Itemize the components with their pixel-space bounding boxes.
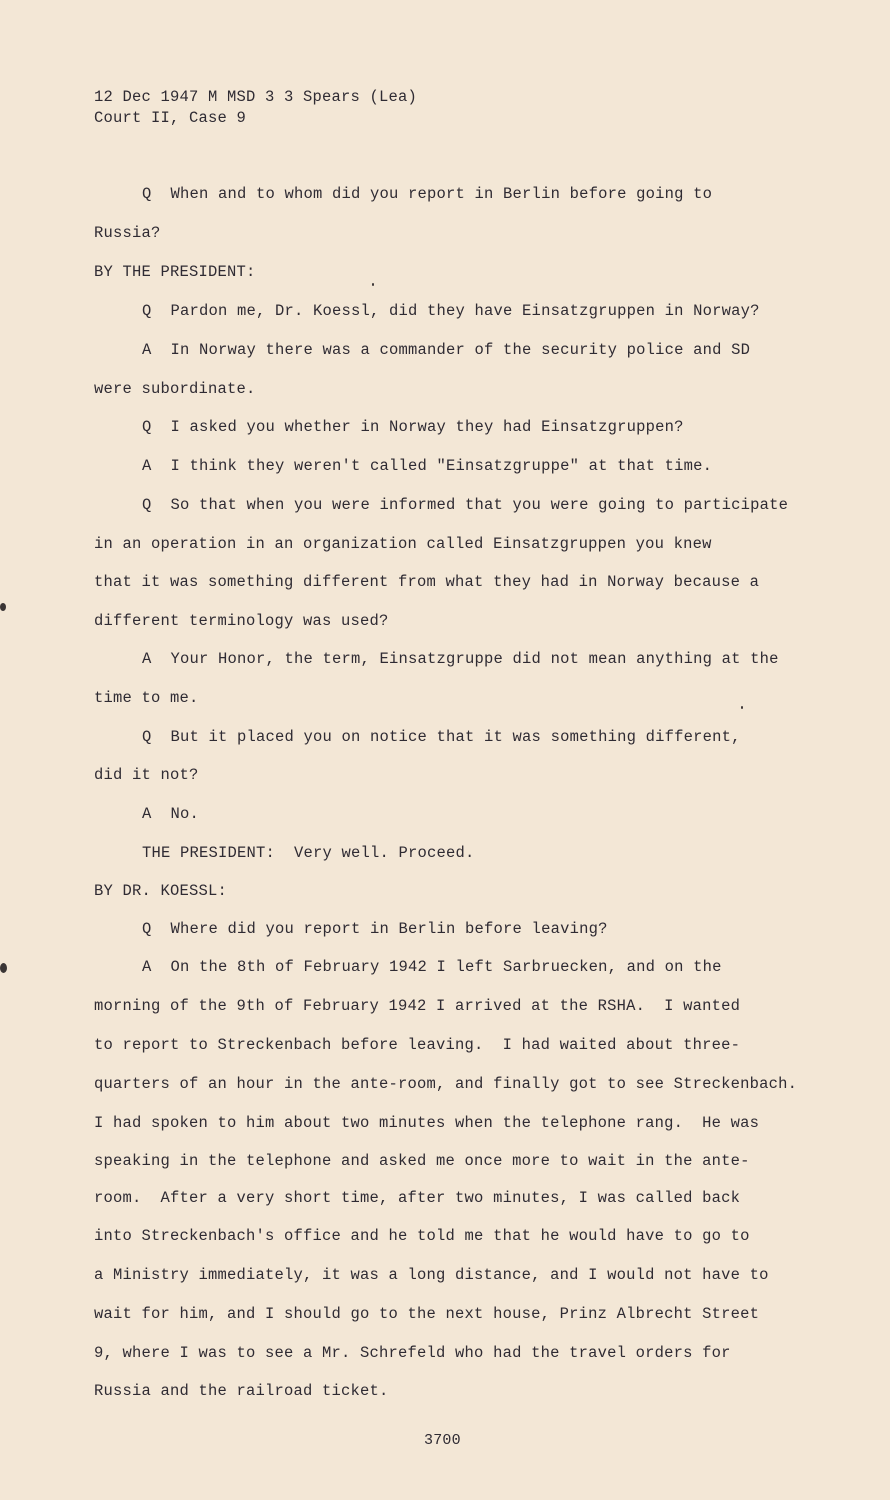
transcript-line: time to me. [94,689,199,707]
speaker-heading: BY DR. KOESSL: [94,882,228,900]
transcript-line: Q So that when you were informed that you were going to participate [142,496,789,514]
transcript-line: into Streckenbach's office and he told me that he would have to go to [94,1227,750,1245]
scan-mark [0,603,6,611]
transcript-line: Q I asked you whether in Norway they had Einsatzgruppen? [142,418,684,436]
transcript-line: Q But it placed you on notice that it was something different, [142,728,741,746]
transcript-line: that it was something different from what they had in Norway because a [94,573,760,591]
transcript-line: room. After a very short time, after two minutes, I was called back [94,1189,741,1207]
transcript-line: wait for him, and I should go to the next house, Prinz Albrecht Street [94,1305,760,1323]
transcript-line: to report to Streckenbach before leaving. I had waited about three- [94,1036,741,1054]
transcript-line: Q When and to whom did you report in Berlin before going to [142,185,713,203]
speaker-heading: BY THE PRESIDENT: [94,263,256,281]
transcript-line: speaking in the telephone and asked me once more to wait in the ante- [94,1152,750,1170]
transcript-line: in an operation in an organization called Einsatzgruppen you knew [94,535,712,553]
transcript-line: A Your Honor, the term, Einsatzgruppe did not mean anything at the [142,650,779,668]
transcript-line: a Ministry immediately, it was a long distance, and I would not have to [94,1266,769,1284]
scan-mark [741,706,743,709]
scan-mark [372,283,374,286]
transcript-line: A In Norway there was a commander of the security police and SD [142,341,751,359]
transcript-line: did it not? [94,766,199,784]
transcript-line: A I think they weren't called "Einsatzgruppe" at that time. [142,457,713,475]
transcript-line: Q Pardon me, Dr. Koessl, did they have Einsatzgruppen in Norway? [142,302,760,320]
header-date-line: 12 Dec 1947 M MSD 3 3 Spears (Lea) [94,88,418,106]
transcript-line: morning of the 9th of February 1942 I arrived at the RSHA. I wanted [94,997,741,1015]
header-court-line: Court II, Case 9 [94,109,247,127]
transcript-line: were subordinate. [94,380,256,398]
transcript-line: 9, where I was to see a Mr. Schrefeld who had the travel orders for [94,1344,731,1362]
transcript-line: quarters of an hour in the ante-room, and finally got to see Streckenbach. [94,1075,798,1093]
transcript-line: A No. [142,805,200,823]
document-header [94,87,417,129]
transcript-line: A On the 8th of February 1942 I left Sarbruecken, and on the [142,958,722,976]
speaker-heading: THE PRESIDENT: Very well. Proceed. [142,844,475,862]
page-number: 3700 [424,1432,461,1449]
transcript-line: different terminology was used? [94,612,389,630]
transcript-line: Q Where did you report in Berlin before leaving? [142,920,608,938]
transcript-line: Russia? [94,224,161,242]
scan-mark [0,963,7,973]
transcript-line: I had spoken to him about two minutes when the telephone rang. He was [94,1114,760,1132]
transcript-line: Russia and the railroad ticket. [94,1382,389,1400]
